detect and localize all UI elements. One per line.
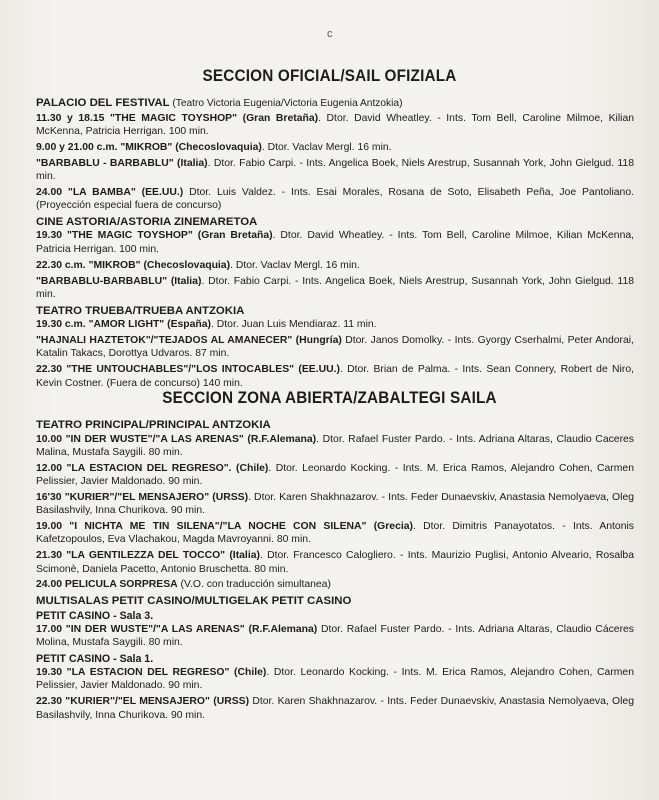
venue-heading: [36, 652, 634, 666]
screening-entry: [36, 433, 634, 460]
screening-entry: [36, 186, 634, 213]
screening-entry: [36, 318, 634, 331]
screening-details: . Dtor. Karen Shakhnazarov. - Ints. Feder Dunaevskiv, Anastasia Nemolyaeva, Oleg Basilashvily, Inna Churikova. 90 min.: [36, 491, 634, 517]
screening-title: 19.30 c.m. "AMOR LIGHT" (España): [36, 319, 211, 331]
screening-details: . Dtor. Francesco Calogliero. - Ints. Maurizio Puglisi, Antonio Alveario, Rosalba Scimonè, Daniela Pacetto, Antonio Bruschetta. 80 min.: [36, 550, 634, 575]
screening-details: . Dtor. Dimitris Panayotatos. - Ints. Antonis Kafetzopoulos, Eva Vlachakou, Magda Mavroyanni. 80 min.: [36, 521, 634, 546]
screening-details: . Dtor. Vaclav Mergl. 16 min.: [261, 141, 392, 153]
screening-entry: [36, 578, 634, 591]
venue-heading: [36, 594, 634, 609]
screening-entry: [36, 695, 634, 722]
screening-title: 10.00 "IN DER WUSTE"/"A LAS ARENAS" (R.F.Alemana): [36, 433, 317, 445]
screening-details: . Dtor. Vaclav Mergl. 16 min.: [230, 259, 360, 271]
screening-title: 22.30 "KURIER"/"EL MENSAJERO" (URSS): [36, 696, 250, 708]
screening-details: . Dtor. Juan Luis Mendiaraz. 11 min.: [211, 319, 377, 331]
screening-entry: [36, 275, 634, 302]
venue-heading: [36, 304, 634, 319]
screening-details: . Dtor. David Wheatley. - Ints. Tom Bell, Caroline Milmoe, Kilian McKenna, Patricia Herrigan. 100 min.: [36, 230, 635, 255]
screening-details: . Dtor. David Wheatley. - Ints. Tom Bell, Caroline Milmoe, Kilian McKenna, Patricia Herrigan. 100 min.: [36, 112, 635, 137]
screening-details: . Dtor. Leonardo Kocking. - Ints. M. Erica Ramos, Alejandro Cohen, Carmen Pelissier, Javier Maldonado. 90 min.: [36, 667, 634, 692]
venue-name: PALACIO DEL FESTIVAL: [36, 97, 170, 109]
venue-name: MULTISALAS PETIT CASINO/MULTIGELAK PETIT CASINO: [36, 595, 352, 608]
screening-details: . Dtor. Rafael Fuster Pardo. - Ints. Adriana Altaras, Claudio Caceres Malina, Mustafa Saygili. 80 min.: [36, 433, 635, 458]
screening-entry: [36, 112, 634, 139]
section-oficial-listing: [36, 95, 634, 392]
screening-details: . Dtor. Fabio Carpi. - Ints. Angelica Boek, Niels Arestrup, Susannah York, John Gielgud. 118 min.: [36, 275, 635, 300]
screening-title: 9.00 y 21.00 c.m. "MIKROB" (Checoslovaquia): [36, 141, 262, 153]
screening-title: "HAJNALI HAZTETOK"/"TEJADOS AL AMANECER" (Hungría): [36, 335, 342, 347]
venue-name: TEATRO PRINCIPAL/PRINCIPAL ANTZOKIA: [36, 419, 271, 431]
screening-entry: [36, 157, 634, 184]
screening-title: 22.30 c.m. "MIKROB" (Checoslovaquia): [36, 259, 231, 271]
screening-title: 19.00 "I NICHTA ME TIN SILENA"/"LA NOCHE CON SILENA" (Grecia): [36, 521, 413, 533]
screening-title: "BARBABLU - BARBABLU" (Italia): [36, 157, 208, 169]
venue-heading: [36, 96, 634, 112]
screening-entry: [36, 491, 634, 518]
screening-details: . Dtor. Fabio Carpi. - Ints. Angelica Boek, Niels Arestrup, Susannah York, John Gielgud. 118 min.: [36, 157, 634, 182]
venue-name: PETIT CASINO - Sala 3.: [36, 609, 154, 622]
screening-title: 21.30 "LA GENTILEZZA DEL TOCCO" (Italia): [36, 550, 260, 562]
section-zona-abierta-listing: [36, 417, 634, 724]
screening-title: 11.30 y 18.15 "THE MAGIC TOYSHOP" (Gran Bretaña): [36, 112, 319, 124]
venue-heading: [36, 215, 634, 230]
screening-entry: [36, 549, 634, 576]
venue-name: CINE ASTORIA/ASTORIA ZINEMARETOA: [36, 215, 258, 228]
screening-title: 24.00 PELICULA SORPRESA: [36, 579, 178, 591]
page-mark: c: [327, 28, 333, 40]
screening-entry: [36, 363, 634, 390]
screening-title: 12.00 "LA ESTACION DEL REGRESO". (Chile): [36, 462, 269, 474]
screening-title: 22.30 "THE UNTOUCHABLES"/"LOS INTOCABLES" (EE.UU.): [36, 364, 340, 376]
screening-entry: [36, 623, 634, 650]
venue-heading: [36, 609, 634, 623]
screening-title: 17.00 "IN DER WUSTE"/"A LAS ARENAS" (R.F.Alemana): [36, 623, 318, 635]
screening-entry: [36, 229, 634, 256]
screening-title: 24.00 "LA BAMBA" (EE.UU.): [36, 186, 184, 198]
venue-subtitle: (Teatro Victoria Eugenia/Victoria Eugenia Antzokia): [169, 98, 403, 109]
venue-name: TEATRO TRUEBA/TRUEBA ANTZOKIA: [36, 304, 245, 317]
screening-details: . Dtor. Brian de Palma. - Ints. Sean Connery, Robert de Niro, Kevin Costner. (Fuera de concurso) 140 min.: [36, 364, 634, 389]
screening-entry: [36, 141, 634, 154]
screening-details: Dtor. Janos Domolky. - Ints. Gyorgy Cserhalmi, Peter Andorai, Katalin Takacs, Dorottya Udvaros. 87 min.: [36, 335, 634, 360]
venue-heading: [36, 418, 634, 433]
section-title-zona-abierta: SECCION ZONA ABIERTA/ZABALTEGI SAILA: [162, 388, 497, 407]
screening-title: 19.30 "THE MAGIC TOYSHOP" (Gran Bretaña): [36, 230, 273, 242]
screening-title: 19.30 "LA ESTACION DEL REGRESO" (Chile): [36, 667, 267, 679]
screening-entry: [36, 666, 634, 693]
screening-entry: [36, 334, 634, 361]
section-title-oficial: SECCION OFICIAL/SAIL OFIZIALA: [202, 66, 457, 85]
screening-title: "BARBABLU-BARBABLU" (Italia): [36, 275, 202, 287]
screening-details: Dtor. Rafael Fuster Pardo. - Ints. Adriana Altaras, Claudio Cáceres Molina, Mustafa Saygili. 80 min.: [36, 623, 635, 649]
screening-entry: [36, 259, 634, 272]
screening-entry: [36, 462, 634, 489]
venue-name: PETIT CASINO - Sala 1.: [36, 653, 154, 666]
screening-details: . Dtor. Leonardo Kocking. - Ints. M. Erica Ramos, Alejandro Cohen, Carmen Pelissier, Javier Maldonado. 90 min.: [36, 462, 634, 487]
screening-details: Dtor. Karen Shakhnazarov. - Ints. Feder Dunaevskiv, Anastasia Nemolyaeva, Oleg Basilashvily, Inna Churikova. 90 min.: [36, 696, 634, 721]
screening-title: 16'30 "KURIER"/"EL MENSAJERO" (URSS): [36, 491, 249, 503]
screening-details: (V.O. con traducción simultanea): [177, 579, 331, 591]
screening-entry: [36, 520, 634, 547]
screening-details: Dtor. Luis Valdez. - Ints. Esai Morales, Rosana de Soto, Elisabeth Peña, Joe Pantoliano. (Proyección especial fuera de concurso): [36, 186, 634, 212]
